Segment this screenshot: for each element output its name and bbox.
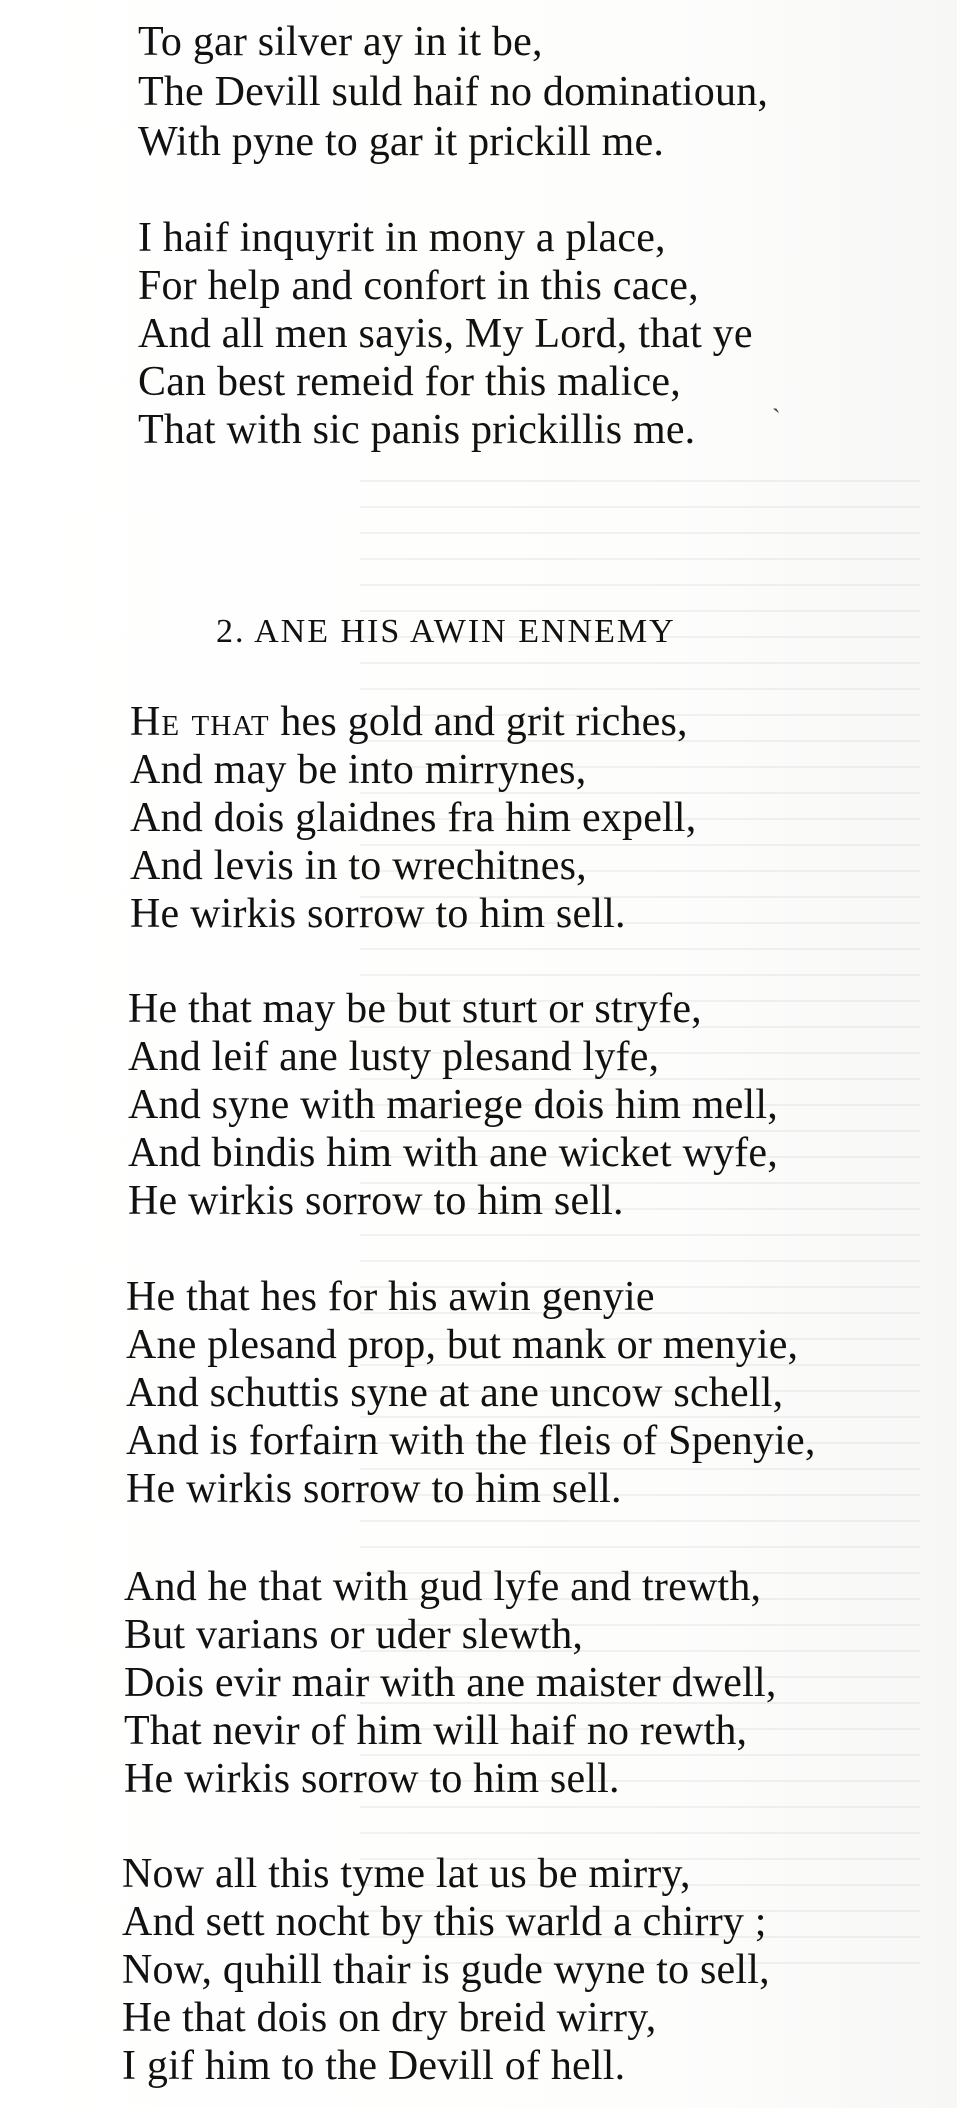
- verse-line: I haif inquyrit in mony a place,: [138, 215, 666, 261]
- verse-line: Now all this tyme lat us be mirry,: [122, 1851, 691, 1897]
- verse-line: For help and confort in this cace,: [138, 263, 699, 309]
- verse-line: Now, quhill thair is gude wyne to sell,: [122, 1947, 770, 1993]
- verse-line: That with sic panis prickillis me.: [138, 407, 696, 453]
- verse-line: He wirkis sorrow to him sell.: [126, 1466, 622, 1512]
- verse-line: And leif ane lusty plesand lyfe,: [128, 1034, 660, 1080]
- verse-line: He that dois on dry breid wirry,: [122, 1995, 657, 2041]
- verse-line: And levis in to wrechitnes,: [130, 843, 587, 889]
- verse-line: He wirkis sorrow to him sell.: [130, 891, 626, 937]
- verse-line: That nevir of him will haif no rewth,: [124, 1708, 748, 1754]
- verse-line: With pyne to gar it prickill me.: [138, 119, 665, 165]
- verse-line: And bindis him with ane wicket wyfe,: [128, 1130, 778, 1176]
- poem-title: 2. ANE HIS AWIN ENNEMY: [216, 613, 676, 650]
- verse-line: I gif him to the Devill of hell.: [122, 2043, 626, 2089]
- verse-line: And schuttis syne at ane uncow schell,: [126, 1370, 784, 1416]
- verse-line: He wirkis sorrow to him sell.: [124, 1756, 620, 1802]
- verse-line: The Devill suld haif no dominatioun,: [138, 69, 769, 115]
- verse-line: And dois glaidnes fra him expell,: [130, 795, 697, 841]
- verse-line: Can best remeid for this malice,: [138, 359, 681, 405]
- verse-line: And is forfairn with the fleis of Spenyie,: [126, 1418, 816, 1464]
- first-line-text: hes gold and grit riches,: [269, 699, 688, 745]
- verse-line: He that hes for his awin genyie: [126, 1274, 655, 1320]
- verse-line: To gar silver ay in it be,: [138, 19, 543, 65]
- verse-line: And may be into mirrynes,: [130, 747, 587, 793]
- verse-line: He that may be but sturt or stryfe,: [128, 986, 702, 1032]
- verse-line: And sett nocht by this warld a chirry ;: [122, 1899, 767, 1945]
- verse-line: But varians or uder slewth,: [124, 1612, 584, 1658]
- stray-mark: `: [772, 404, 781, 433]
- verse-line: And syne with mariege dois him mell,: [128, 1082, 778, 1128]
- verse-line-first: [130, 698, 688, 746]
- verse-line: Dois evir mair with ane maister dwell,: [124, 1660, 777, 1706]
- verse-line: And he that with gud lyfe and trewth,: [124, 1564, 762, 1610]
- verse-line: He wirkis sorrow to him sell.: [128, 1178, 624, 1224]
- verse-line: Ane plesand prop, but mank or menyie,: [126, 1322, 799, 1368]
- verse-line: And all men sayis, My Lord, that ye: [138, 311, 753, 357]
- opening-small-caps: He that: [130, 699, 270, 745]
